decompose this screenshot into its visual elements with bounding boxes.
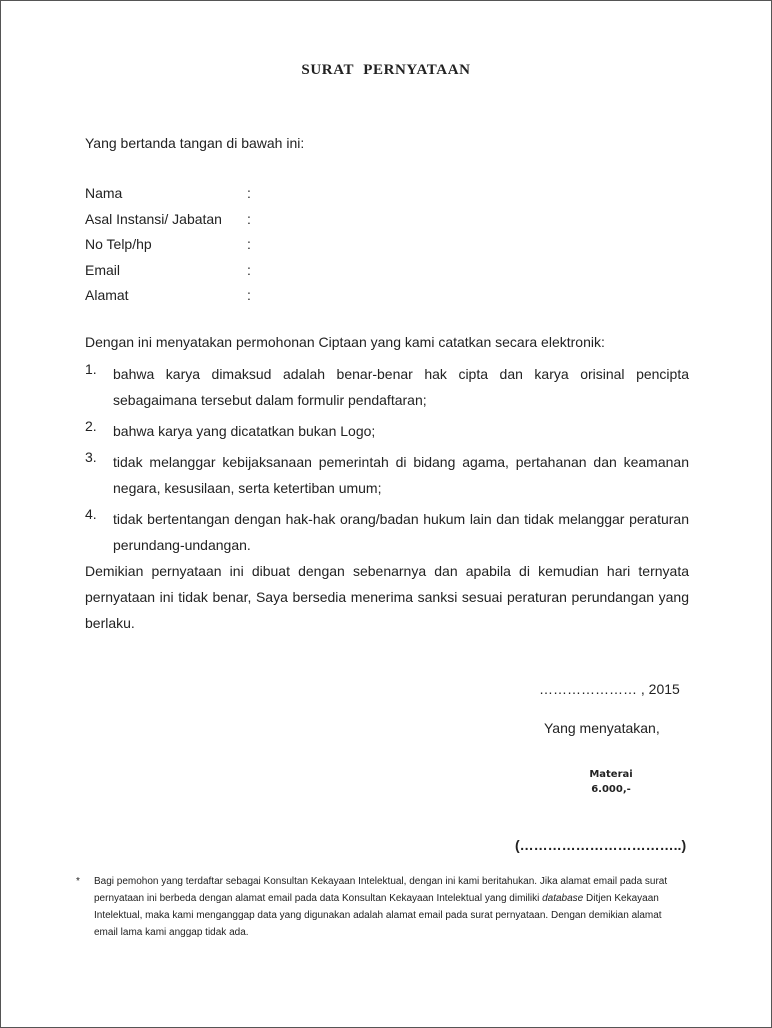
field-colon: : <box>247 236 251 253</box>
list-text: bahwa karya yang dicatatkan bukan Logo; <box>113 423 376 439</box>
list-number: 4. <box>85 506 97 522</box>
list-text: bahwa karya dimaksud adalah benar-benar hak cipta dan karya orisinal pencipta sebagaimana tersebut dalam formulir pendaftaran; <box>113 366 689 408</box>
list-number: 3. <box>85 449 97 465</box>
list-item <box>85 506 689 558</box>
footnote-body <box>76 873 686 941</box>
field-label: No Telp/hp <box>85 236 152 253</box>
field-no-telp <box>85 234 251 260</box>
footnote-mark: * <box>76 876 80 887</box>
footnote-text-italic: database <box>542 893 584 904</box>
list-text: tidak melanggar kebijaksanaan pemerintah di bidang agama, pertahanan dan keamanan negara, kesusilaan, serta ketertiban umum; <box>113 454 689 496</box>
field-label: Nama <box>85 185 123 201</box>
signer-label: Yang menyatakan, <box>544 720 660 736</box>
field-colon: : <box>247 185 251 201</box>
field-label: Email <box>85 261 121 278</box>
date-line: ………………… , 2015 <box>539 681 680 697</box>
statement-list <box>85 361 689 563</box>
materai-label: Materai <box>589 769 633 780</box>
footnote-text-before: Bagi pemohon yang terdaftar sebagai Konsultan Kekayaan Intelektual, dengan ini kami beritahukan. Jika alamat email pada surat pernyataan ini berbeda dengan alamat email pada data Konsultan Kekayaan Intelektual yang dimiliki <box>94 876 668 904</box>
list-text: tidak bertentangan dengan hak-hak orang/badan hukum lain dan tidak melanggar peraturan perundang-undangan. <box>113 511 689 553</box>
closing-paragraph: Demikian pernyataan ini dibuat dengan sebenarnya dan apabila di kemudian hari ternyata pernyataan ini tidak benar, Saya bersedia menerima sanksi sesuai peraturan perundangan yang berlaku. <box>85 563 689 631</box>
field-asal-instansi <box>85 209 251 235</box>
field-email <box>85 260 251 286</box>
list-number: 1. <box>85 361 97 377</box>
materai-stamp <box>581 767 641 797</box>
identity-fields <box>85 183 251 311</box>
list-item <box>85 361 689 413</box>
field-colon: : <box>247 210 251 227</box>
list-item <box>85 449 689 501</box>
footnote-text-after: Ditjen Kekayaan Intelektual, maka kami menganggap data yang digunakan adalah alamat email pada surat pernyataan. Dengan demikian alamat email lama kami anggap tidak ada. <box>94 893 662 938</box>
field-label: Alamat <box>85 287 129 304</box>
list-number: 2. <box>85 418 97 434</box>
signature-line: (……………………………..) <box>515 837 687 853</box>
footnote <box>76 873 686 941</box>
materai-value: 6.000,- <box>591 784 631 795</box>
statement-intro: Dengan ini menyatakan permohonan Ciptaan yang kami catatkan secara elektronik: <box>85 334 605 350</box>
field-label: Asal Instansi/ Jabatan <box>85 210 222 227</box>
field-alamat <box>85 285 251 311</box>
list-item <box>85 418 689 444</box>
field-colon: : <box>247 287 251 304</box>
field-nama <box>85 183 251 209</box>
field-colon: : <box>247 261 251 278</box>
intro-text: Yang bertanda tangan di bawah ini: <box>85 135 305 151</box>
document-title: SURAT PERNYATAAN <box>301 62 471 78</box>
